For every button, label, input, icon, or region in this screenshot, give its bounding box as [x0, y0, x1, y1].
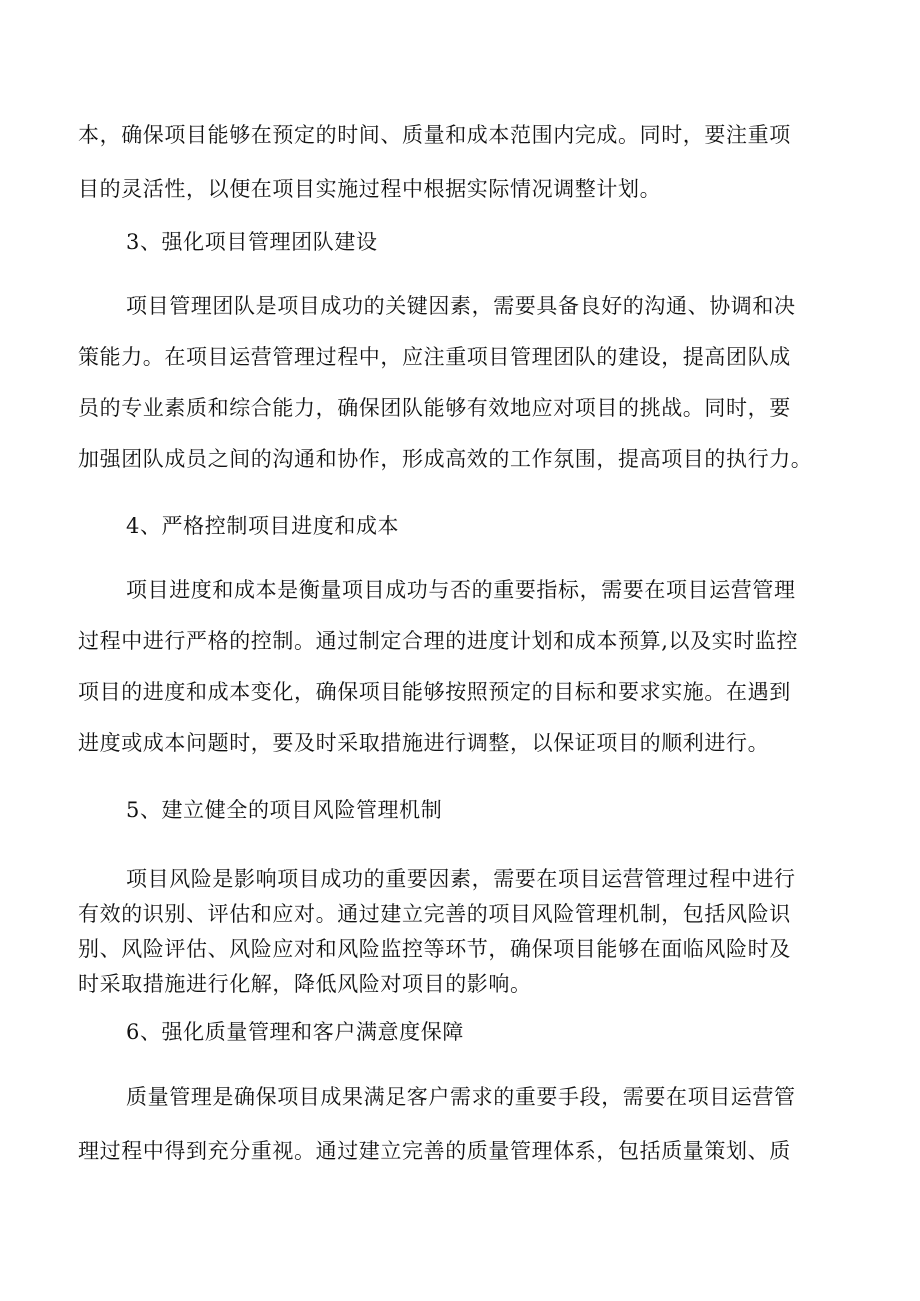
- paragraph-team-building: [78, 281, 848, 485]
- paragraph-line: 项目的进度和成本变化，确保项目能够按照预定的目标和要求实施。在遇到: [78, 680, 791, 704]
- heading-text: 3、强化项目管理团队建设: [126, 230, 378, 254]
- paragraph-line: 本，确保项目能够在预定的时间、质量和成本范围内完成。同时，要注重项: [78, 123, 791, 147]
- paragraph-line: 员的专业素质和综合能力，确保团队能够有效地应对项目的挑战。同时，要: [78, 396, 791, 420]
- paragraph-line: 项目管理团队是项目成功的关键因素，需要具备良好的沟通、协调和决: [126, 294, 796, 318]
- paragraph-line: 项目风险是影响项目成功的重要因素，需要在项目运营管理过程中进行: [126, 867, 796, 891]
- heading-text: 6、强化质量管理和客户满意度保障: [126, 1020, 464, 1044]
- paragraph-risk-management: [78, 862, 848, 1002]
- section-heading-6: [126, 1012, 848, 1052]
- paragraph-line: 进度或成本问题时，要及时采取措施进行调整，以保证项目的顺利进行。: [78, 731, 770, 755]
- paragraph-line: 项目进度和成本是衡量项目成功与否的重要指标，需要在项目运营管理: [126, 578, 796, 602]
- paragraph-line: 策能力。在项目运营管理过程中，应注重项目管理团队的建设，提高团队成: [78, 345, 791, 369]
- paragraph-schedule-cost: [78, 565, 848, 769]
- heading-text: 5、建立健全的项目风险管理机制: [126, 798, 443, 822]
- paragraph-line: 加强团队成员之间的沟通和协作，形成高效的工作氛围，提高项目的执行力。: [78, 447, 813, 471]
- paragraph-quality-management: [78, 1070, 848, 1178]
- paragraph-line: 时采取措施进行化解，降低风险对项目的影响。: [78, 972, 532, 996]
- heading-text: 4、严格控制项目进度和成本: [126, 514, 400, 538]
- paragraph-line: 目的灵活性，以便在项目实施过程中根据实际情况调整计划。: [78, 177, 662, 201]
- section-heading-5: [126, 790, 848, 830]
- paragraph-line: 有效的识别、评估和应对。通过建立完善的项目风险管理机制，包括风险识: [78, 902, 791, 926]
- paragraph-line: 过程中进行严格的控制。通过制定合理的进度计划和成本预算,以及实时监控: [78, 629, 799, 653]
- section-heading-4: [126, 506, 848, 546]
- paragraph-line: 理过程中得到充分重视。通过建立完善的质量管理体系，包括质量策划、质: [78, 1139, 791, 1163]
- paragraph-line: 质量管理是确保项目成果满足客户需求的重要手段，需要在项目运营管: [126, 1085, 796, 1109]
- paragraph-line: 别、风险评估、风险应对和风险监控等环节，确保项目能够在面临风险时及: [78, 937, 791, 961]
- paragraph-continuation: [78, 108, 848, 216]
- section-heading-3: [126, 222, 848, 262]
